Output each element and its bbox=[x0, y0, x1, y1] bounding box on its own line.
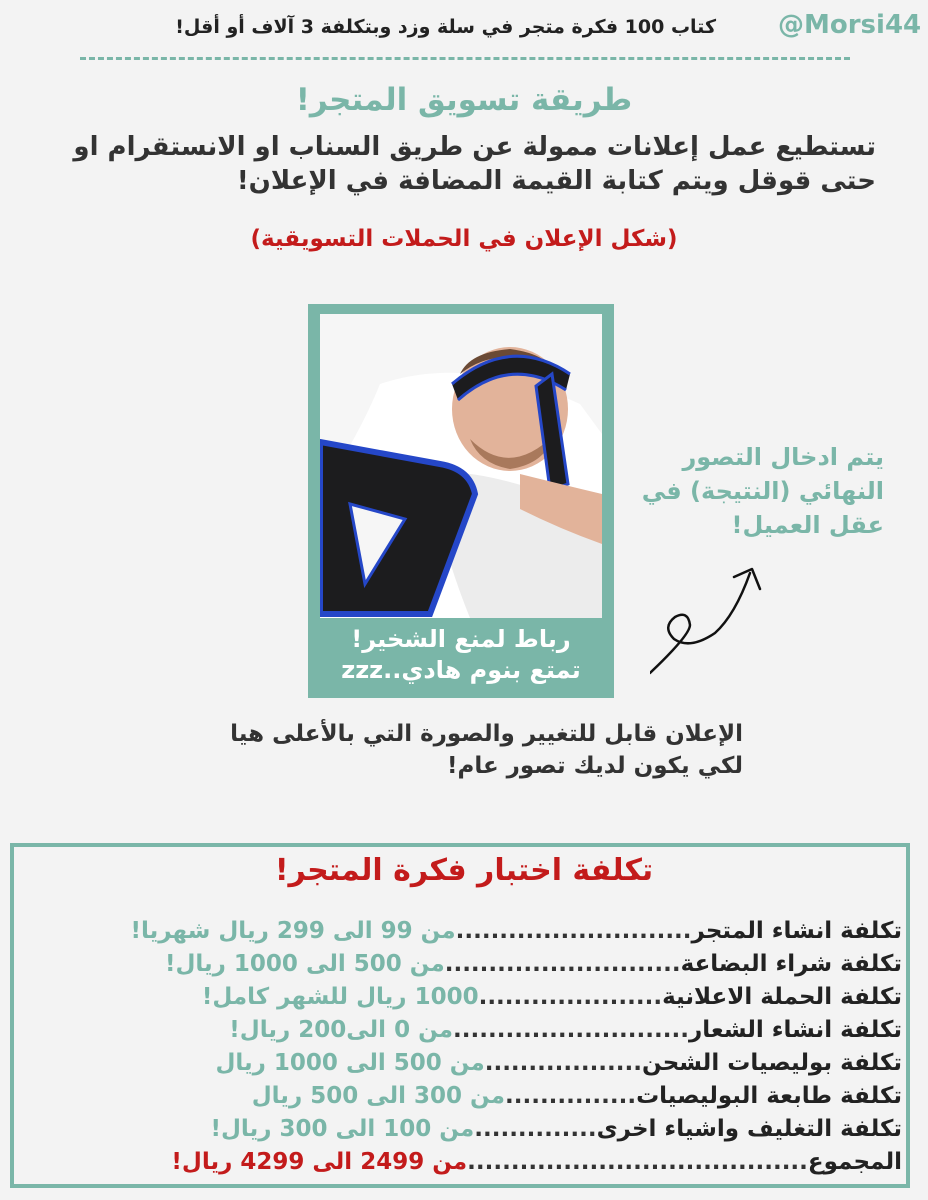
cost-dots: .............. bbox=[474, 1116, 597, 1142]
cost-dots: .................. bbox=[484, 1050, 642, 1076]
curved-arrow-icon bbox=[650, 555, 780, 685]
author-handle: @Morsi44 bbox=[778, 10, 922, 40]
dashed-divider bbox=[80, 57, 850, 60]
cost-row-total bbox=[171, 1149, 902, 1182]
side-note: يتم ادخال التصور النهائي (النتيجة) في عقل العميل! bbox=[641, 443, 884, 539]
cost-value: 1000 ريال للشهر كامل! bbox=[201, 984, 479, 1010]
cost-label: تكلفة انشاء المتجر bbox=[691, 918, 902, 944]
sleeping-man-illustration bbox=[320, 314, 602, 618]
ad-product-image bbox=[320, 314, 602, 618]
cost-dots: ........................... bbox=[444, 951, 681, 977]
cost-value: من 500 الى 1000 ريال! bbox=[164, 951, 445, 977]
cost-row-goods bbox=[164, 951, 902, 984]
cost-label: تكلفة انشاء الشعار bbox=[688, 1017, 902, 1043]
cost-value: من 300 الى 500 ريال bbox=[251, 1083, 505, 1109]
cost-table bbox=[130, 918, 902, 1182]
cost-row-logo bbox=[202, 1017, 902, 1050]
cost-row-packaging bbox=[202, 1116, 902, 1149]
ad-caption bbox=[308, 624, 614, 686]
ad-change-note: الإعلان قابل للتغيير والصورة التي بالأعلى هيا لكي يكون لديك تصور عام! bbox=[230, 721, 743, 779]
cost-row-printer bbox=[202, 1083, 902, 1116]
marketing-heading: طريقة تسويق المتجر! bbox=[295, 82, 633, 118]
cost-label: تكلفة شراء البضاعة bbox=[680, 951, 902, 977]
cost-dots: ........................... bbox=[455, 918, 692, 944]
book-title: كتاب 100 فكرة متجر في سلة وزد وبتكلفة 3 آلاف أو أقل! bbox=[175, 16, 716, 38]
cost-title: تكلفة اختبار فكرة المتجر! bbox=[274, 853, 654, 888]
cost-label: المجموع bbox=[807, 1149, 902, 1175]
cost-dots: ........................... bbox=[453, 1017, 689, 1043]
cost-value: من 100 الى 300 ريال! bbox=[210, 1116, 475, 1142]
cost-label: تكلفة التغليف واشياء اخرى bbox=[596, 1116, 902, 1142]
cost-label: تكلفة الحملة الاعلانية bbox=[662, 984, 902, 1010]
ad-caption-line2: تمتع بنوم هادي..zzz bbox=[341, 656, 581, 684]
cost-value: من 2499 الى 4299 ريال! bbox=[171, 1149, 468, 1175]
cost-dots: ............... bbox=[505, 1083, 637, 1109]
cost-value: من 500 الى 1000 ريال bbox=[215, 1050, 485, 1076]
cost-row-ads bbox=[202, 984, 902, 1017]
cost-value: من 99 الى 299 ريال شهريا! bbox=[130, 918, 456, 944]
cost-label: تكلفة طابعة البوليصيات bbox=[636, 1083, 902, 1109]
cost-row-shipping bbox=[202, 1050, 902, 1083]
cost-dots: ....................................... bbox=[467, 1149, 808, 1175]
cost-label: تكلفة بوليصيات الشحن bbox=[642, 1050, 902, 1076]
ad-shape-note: (شكل الإعلان في الحملات التسويقية) bbox=[250, 226, 678, 252]
cost-row-store bbox=[130, 918, 902, 951]
ad-caption-line1: رباط لمنع الشخير! bbox=[351, 625, 571, 653]
marketing-paragraph: تستطيع عمل إعلانات ممولة عن طريق السناب او الانستقرام او حتى قوقل ويتم كتابة القيمة المضافة في الإعلان! bbox=[73, 132, 876, 196]
cost-value: من 0 الى200 ريال! bbox=[229, 1017, 454, 1043]
cost-dots: ..................... bbox=[478, 984, 663, 1010]
